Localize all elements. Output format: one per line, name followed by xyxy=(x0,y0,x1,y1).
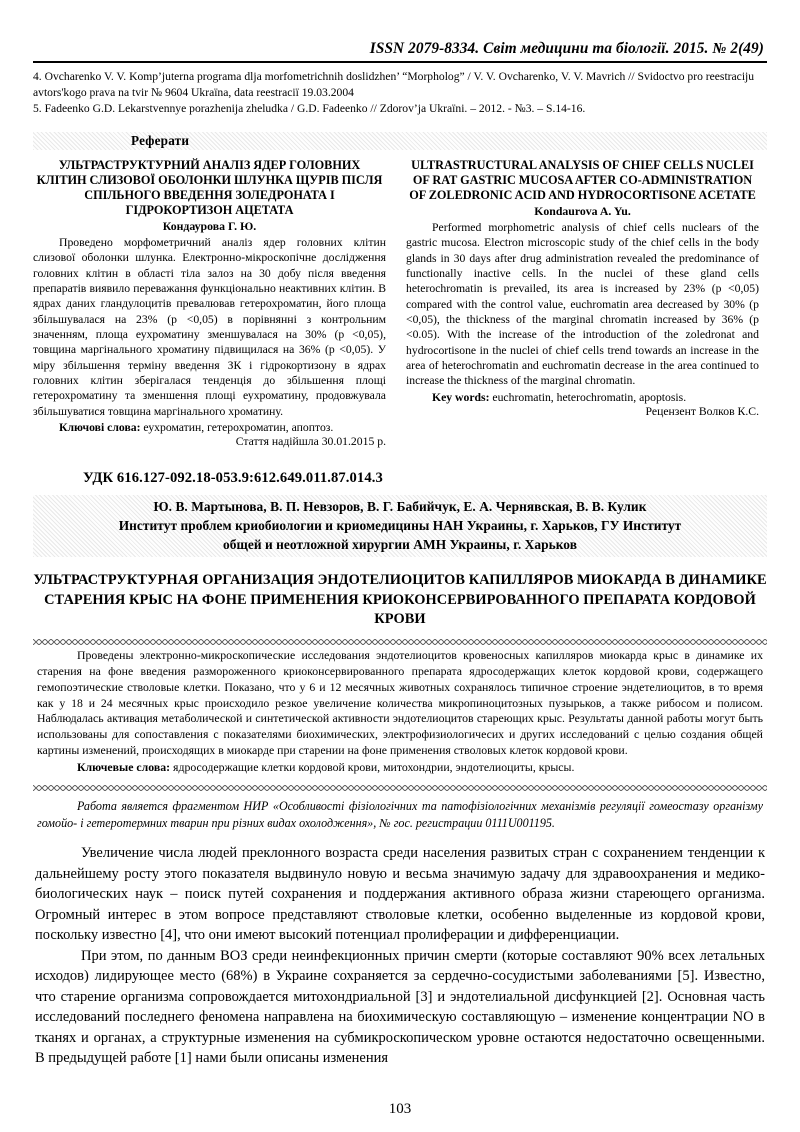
reference-item: 5. Fadeenko G.D. Lekarstvennye porazhenija zheludka / G.D. Fadeenko // Zdorov’ja Ukraїni. – 2012. - №3. – S.14-16. xyxy=(33,101,586,115)
author-affiliation-band xyxy=(33,495,767,557)
section-heading-label: Реферати xyxy=(131,132,190,148)
body-paragraph: Увеличение числа людей преклонного возраста среди населения развитых стран с сохранением тенденции к дальнейшему росту этого показателя выдвинуло новую и весьма значимую задачу для здравоохранения и медико-биологических наук – поиск путей сохранения и поддержания активного образа жизни стареющего организма. Огромный интерес в этом вопросе представляют стволовые клетки, особенно выделенные из кордовой крови, поскольку известно [4], что они имеют высокий потенциал пролиферации и дифференциации. xyxy=(35,845,765,944)
abstract-keywords xyxy=(33,420,386,435)
abstract-columns xyxy=(33,158,767,448)
article-body xyxy=(33,843,767,1069)
abstract-received-note: Стаття надійшла 30.01.2015 р. xyxy=(235,435,386,449)
abstract-body: Performed morphometric analysis of chief cells nuclears of the gastric mucosa. Electron microscopic study of the chief cells in the body glands in 30 days after drug administration revealed the predominance of functionally inactive cells. In the nuclei of these gland cells heterochromatin is prevailed, its area is increased by 23% (p <0,05) compared with the control value, euchromatin area decreased by 30% (p <0,05), the thickness of the marginal chromatin increased by 36% (p <0.05). With the increase of the introduction of the zoledronat and hydrocortisone in the nuclei of chief cells trend towards an increase in the area of heterochromatin and euchromatin decrease in the area continued to increase the thickness of the marginal chromatin. xyxy=(406,220,759,388)
abstract-title: ULTRASTRUCTURAL ANALYSIS OF CHIEF CELLS NUCLEI OF RAT GASTRIC MUCOSA AFTER CO-ADMINISTRATION OF ZOLEDRONIC ACID AND HYDROCORTISONE ACETATE xyxy=(409,157,756,202)
section-heading-band xyxy=(33,132,767,150)
abstract-title: УЛЬТРАСТРУКТУРНИЙ АНАЛІЗ ЯДЕР ГОЛОВНИХ КЛІТИН СЛИЗОВОЇ ОБОЛОНКИ ШЛУНКА ЩУРІВ ПІСЛЯ СПІЛЬНОГО ВВЕДЕННЯ ЗОЛЕДРОНАТА І ГІДРОКОРТИЗОН АЦЕТАТА xyxy=(36,157,383,217)
abstract-author: Kondaurova A. Yu. xyxy=(534,203,631,218)
abstract-author: Кондаурова Г. Ю. xyxy=(162,218,257,233)
zigzag-divider-bottom xyxy=(33,785,767,791)
author-list: Ю. В. Мартынова, В. П. Невзоров, В. Г. Бабийчук, Е. А. Чернявская, В. В. Кулик xyxy=(153,499,647,515)
reference-item: 4. Ovcharenko V. V. Komp’juterna programa dlja morfometrichnih doslidzhen’ “Morpholog” / V. V. Ovcharenko, V. V. Mavrich // Svidoctvo pro reestraciju avtors'kogo prava na tvir № 9604 Ukraїna, data reestraciї 19.03.2004 xyxy=(33,70,755,99)
zigzag-divider-top xyxy=(33,639,767,645)
article-keywords-value: ядросодержащие клетки кордовой крови, митохондрии, эндотелиоциты, крысы. xyxy=(170,760,575,775)
page-number: 103 xyxy=(388,1101,412,1117)
article-summary: Проведены электронно-микроскопические исследования эндотелиоцитов кровеносных капилляров миокарда крыс в динамике их старения на фоне введения размороженного криоконсервированного препарата ядросодержащих клеток кордовой крови, содержащего гемопоэтические стволовые клетки. Показано, что у 6 и 12 месячных животных сохранялось типичное строение эндетелиоцитов, в то время как у 18 и 24 месячных крыс происходило резкое увеличение количества микропиноцитозных пузырьков, а также рибосом и полисом. Наблюдалась активация метаболической и синтетической активности эндотелиоцитов стареющих крыс. Результаты данной работы могут быть использованы для сопоставления с показателями биохимических, электрофизиологичесих и других исследований с целью создания общей картины изменений, происходящих в миокарде при старении на фоне применения стволовых клеток кордовой крови. xyxy=(37,648,763,758)
funding-note: Работа является фрагментом НИР «Особливості фізіологічних та патофізіологічних механізмів регуляції гомеостазу організму гомойо- і гетеротермних тварин при різних видах охолодження», № гос. регистрации 0111U001195. xyxy=(37,798,763,830)
abstract-keywords-label: Ключові слова: xyxy=(59,420,141,434)
abstract-keywords-label: Key words: xyxy=(432,390,490,404)
affiliation-line-1: Институт проблем криобиологии и криомедицины НАН Украины, г. Харьков, ГУ Институт xyxy=(118,518,682,534)
abstract-column-ukrainian xyxy=(33,158,386,448)
article-title: УЛЬТРАСТРУКТУРНАЯ ОРГАНИЗАЦИЯ ЭНДОТЕЛИОЦИТОВ КАПИЛЛЯРОВ МИОКАРДА В ДИНАМИКЕ СТАРЕНИЯ КРЫС НА ФОНЕ ПРИМЕНЕНИЯ КРИОКОНСЕРВИРОВАННОГО ПРЕПАРАТА КОРДОВОЙ КРОВИ xyxy=(33,572,767,628)
affiliation-line-2: общей и неотложной хирургии АМН Украины, г. Харьков xyxy=(222,537,577,553)
abstract-body: Проведено морфометричний аналіз ядер головних клітин слизової оболонки шлунка. Електронно-мікроскопічне дослідження головних клітин в області тіла залоз на 30 добу після введення препаратів виявило переважання функціонально неактивних клітин. В ядрах даних гландулоцитів превалював гетерохроматин, його площа збільшувалася на 23% (p <0,05) в порівнянні з контрольним значенням, площа еухроматину зменшувалася на 30% (p <0,05), товщина маргінального хроматину підвищилася на 36% (p <0,05). У міру збільшення терміну введення ЗК і гідрокортизону в ядрах головних клітин зберігалася тенденція до збільшення площі гетерохроматину та зменшення площі еухроматину, продовжувала збільшуватися товщина маргінального хроматину. xyxy=(33,235,386,418)
abstract-keywords-value: еухроматин, гетерохроматин, апоптоз. xyxy=(140,420,334,434)
abstract-keywords-value: euchromatin, heterochromatin, apoptosis. xyxy=(489,390,687,404)
abstract-reviewer-note: Рецензент Волков К.С. xyxy=(645,404,759,418)
body-paragraph: При этом, по данным ВОЗ среди неинфекционных причин смерти (которые составляют 90% всех летальных исходов) лидирующее место (68%) в Украине сохраняется за сердечно-сосудистыми заболеваниями [5]. Известно, что старение организма сопровождается митохондриальной [3] и эндотелиальной дисфункцией [2]. Основная часть исследований последнего феномена направлена на биохимическую составляющую – изменение концентрации NO в тканях и органах, а структурные изменения на субмикроскопическом уровне остаются недостаточно освещенными. В предыдущей работе [1] нами были описаны изменения xyxy=(35,947,765,1067)
article-keywords xyxy=(33,760,767,776)
reference-list xyxy=(33,69,767,117)
udc-code: УДК 616.127-092.18-053.9:612.649.011.87.014.3 xyxy=(83,470,383,487)
abstract-column-english xyxy=(406,158,759,448)
running-head: ISSN 2079-8334. Світ медицини та біології. 2015. № 2(49) xyxy=(369,40,764,57)
abstract-keywords xyxy=(406,390,759,405)
header-divider xyxy=(33,61,767,63)
article-keywords-label: Ключевые слова: xyxy=(77,760,171,775)
